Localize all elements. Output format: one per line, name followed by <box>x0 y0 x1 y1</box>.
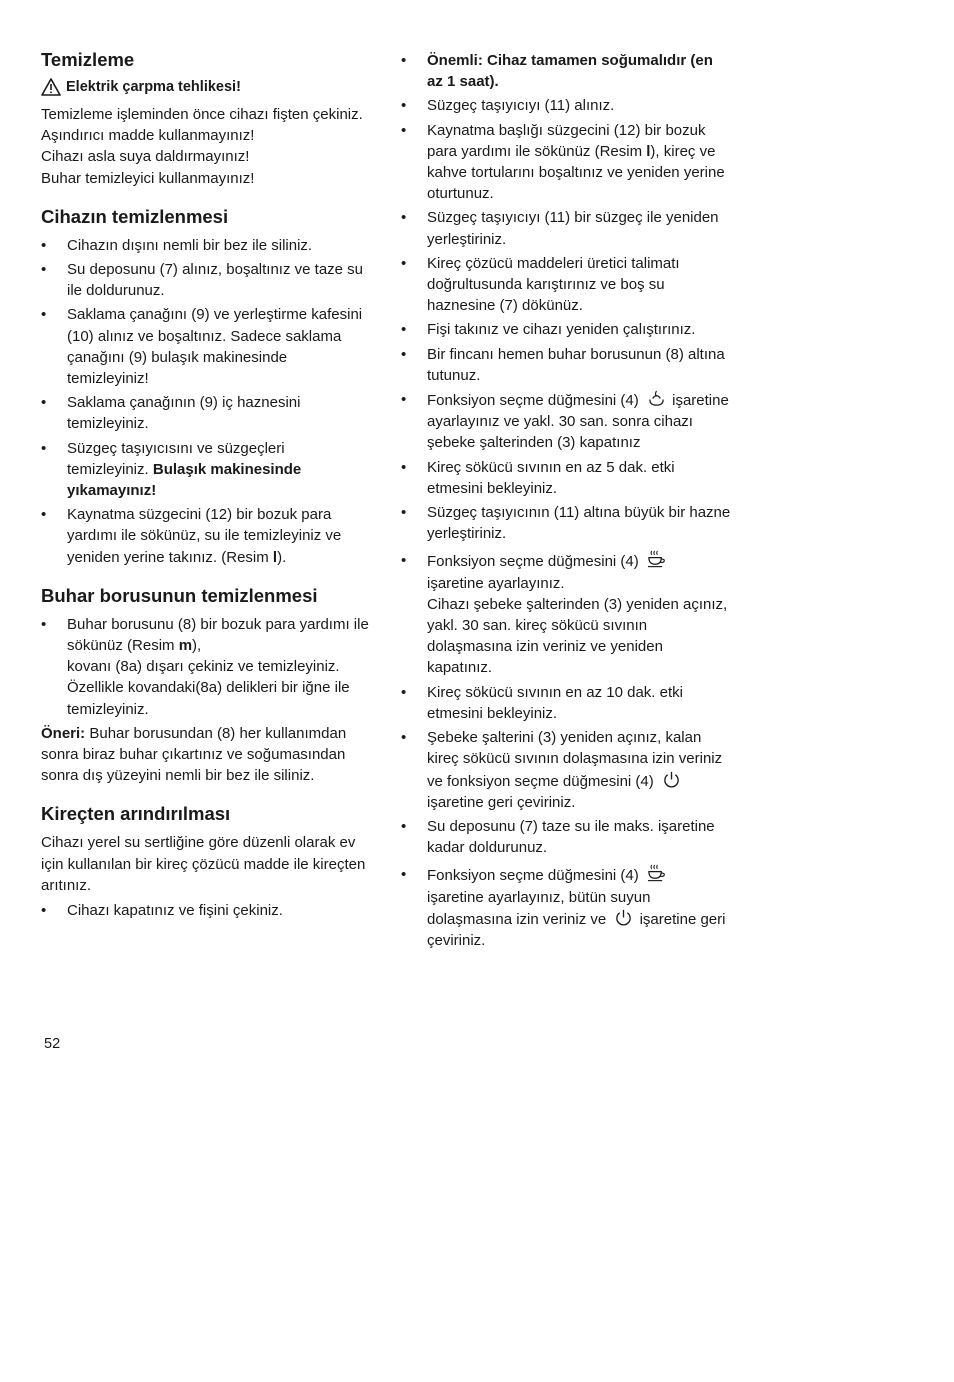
warning-triangle-icon <box>41 78 61 96</box>
page-number: 52 <box>44 1036 61 1052</box>
coffee-cup-icon <box>647 864 666 883</box>
heading-temizleme: Temizleme <box>41 49 135 70</box>
list-item: • Süzgeç taşıyıcısını ve süzgeçleri temizleyiniz. Bulaşık makinesinde yıkamayınız! <box>41 438 369 502</box>
clean-line-4: Buhar temizleyici kullanmayınız! <box>41 169 255 187</box>
heading-descaling: Kireçten arındırılması <box>41 803 231 825</box>
coffee-cup-icon <box>647 550 666 569</box>
list-item: • Saklama çanağının (9) iç haznesini temizleyiniz. <box>41 392 369 434</box>
clean-line-2: Aşındırıcı madde kullanmayınız! <box>41 127 255 145</box>
list-item: • Bir fincanı hemen buhar borusunun (8) altına tutunuz. <box>401 344 731 386</box>
electric-warning <box>41 78 369 96</box>
heading-steam-pipe: Buhar borusunun temizlenmesi <box>41 584 318 606</box>
list-item: • Kireç sökücü sıvının en az 5 dak. etki etmesini bekleyiniz. <box>401 457 731 499</box>
descale-steps-list <box>401 50 731 951</box>
power-icon <box>662 770 681 789</box>
clean-line-1: Temizleme işleminden önce cihazı fişten çekiniz. <box>41 106 363 123</box>
descale-list <box>41 900 369 921</box>
list-item: • Süzgeç taşıyıcıyı (11) alınız. <box>401 95 731 116</box>
list-item: • Şebeke şalterini (3) yeniden açınız, kalan kireç sökücü sıvının dolaşmasına izin veriniz ve fonksiyon seçme düğmesini (4) işaretine geri çeviriniz. <box>401 727 731 813</box>
list-item: • Süzgeç taşıyıcının (11) altına büyük bir hazne yerleştiriniz. <box>401 502 731 544</box>
heading-device-cleaning: Cihazın temizlenmesi <box>41 205 229 227</box>
list-item: • Cihazın dışını nemli bir bez ile siliniz. <box>41 235 369 256</box>
right-column <box>401 48 731 954</box>
list-item: • Fonksiyon seçme düğmesini (4) işaretine ayarlayınız ve yakl. 30 san. sonra cihazı şebeke şalterinden (3) kapatınız <box>401 389 731 454</box>
clean-line-3: Cihazı asla suya daldırmayınız! <box>41 148 250 166</box>
left-column <box>41 48 369 924</box>
list-item: • Fonksiyon seçme düğmesini (4) işaretine ayarlayınız. Cihazı şebeke şalterinden (3) yeniden açınız, yakl. 30 san. kireç sökücü sıvının dolaşmasına izin veriniz ve yeniden kapatınız. <box>401 550 731 678</box>
device-cleaning-list <box>41 235 369 568</box>
steam-pipe-list <box>41 614 369 720</box>
list-item: • Cihazı kapatınız ve fişini çekiniz. <box>41 900 369 921</box>
descale-paragraph: Cihazı yerel su sertliğine göre düzenli olarak ev için kullanılan bir kireç çözücü madde ile kireçten arıtınız. <box>41 834 366 894</box>
list-item: • Buhar borusunu (8) bir bozuk para yardımı ile sökünüz (Resim m), kovanı (8a) dışarı çekiniz ve temizleyiniz. Özellikle kovandaki(8a) delikleri bir iğne ile temizleyiniz. <box>41 614 369 720</box>
list-item: • Kaynatma başlığı süzgecini (12) bir bozuk para yardımı ile sökünüz (Resim l), kireç ve kahve tortularını boşaltınız ve yeniden yerine oturtunuz. <box>401 120 731 205</box>
list-item: • Kireç sökücü sıvının en az 10 dak. etki etmesini bekleyiniz. <box>401 682 731 724</box>
list-item: • Fonksiyon seçme düğmesini (4) işaretine ayarlayınız, bütün suyun dolaşmasına izin veriniz ve işaretine geri çeviriniz. <box>401 864 731 951</box>
list-item: • Fişi takınız ve cihazı yeniden çalıştırınız. <box>401 319 731 340</box>
list-item: • Kaynatma süzgecini (12) bir bozuk para yardımı ile sökünüz, su ile temizleyiniz ve yeniden yerine takınız. (Resim l). <box>41 504 369 568</box>
tip-paragraph: Öneri: Buhar borusundan (8) her kullanımdan sonra biraz buhar çıkartınız ve soğumasından sonra dış yüzeyini nemli bir bez ile siliniz. <box>41 724 347 785</box>
list-item: • Saklama çanağını (9) ve yerleştirme kafesini (10) alınız ve boşaltınız. Sadece saklama çanağını (9) bulaşık makinesinde temizleyiniz! <box>41 304 369 389</box>
power-icon <box>614 908 633 927</box>
steam-symbol-icon <box>647 389 666 408</box>
list-item: • Kireç çözücü maddeleri üretici talimatı doğrultusunda karıştırınız ve boş su haznesine (7) dökünüz. <box>401 253 731 317</box>
list-item: • Önemli: Cihaz tamamen soğumalıdır (en az 1 saat). <box>401 50 731 92</box>
warning-text: Elektrik çarpma tehlikesi! <box>66 79 241 95</box>
list-item: • Süzgeç taşıyıcıyı (11) bir süzgeç ile yeniden yerleştiriniz. <box>401 207 731 249</box>
list-item: • Su deposunu (7) alınız, boşaltınız ve taze su ile doldurunuz. <box>41 259 369 301</box>
list-item: • Su deposunu (7) taze su ile maks. işaretine kadar doldurunuz. <box>401 816 731 858</box>
